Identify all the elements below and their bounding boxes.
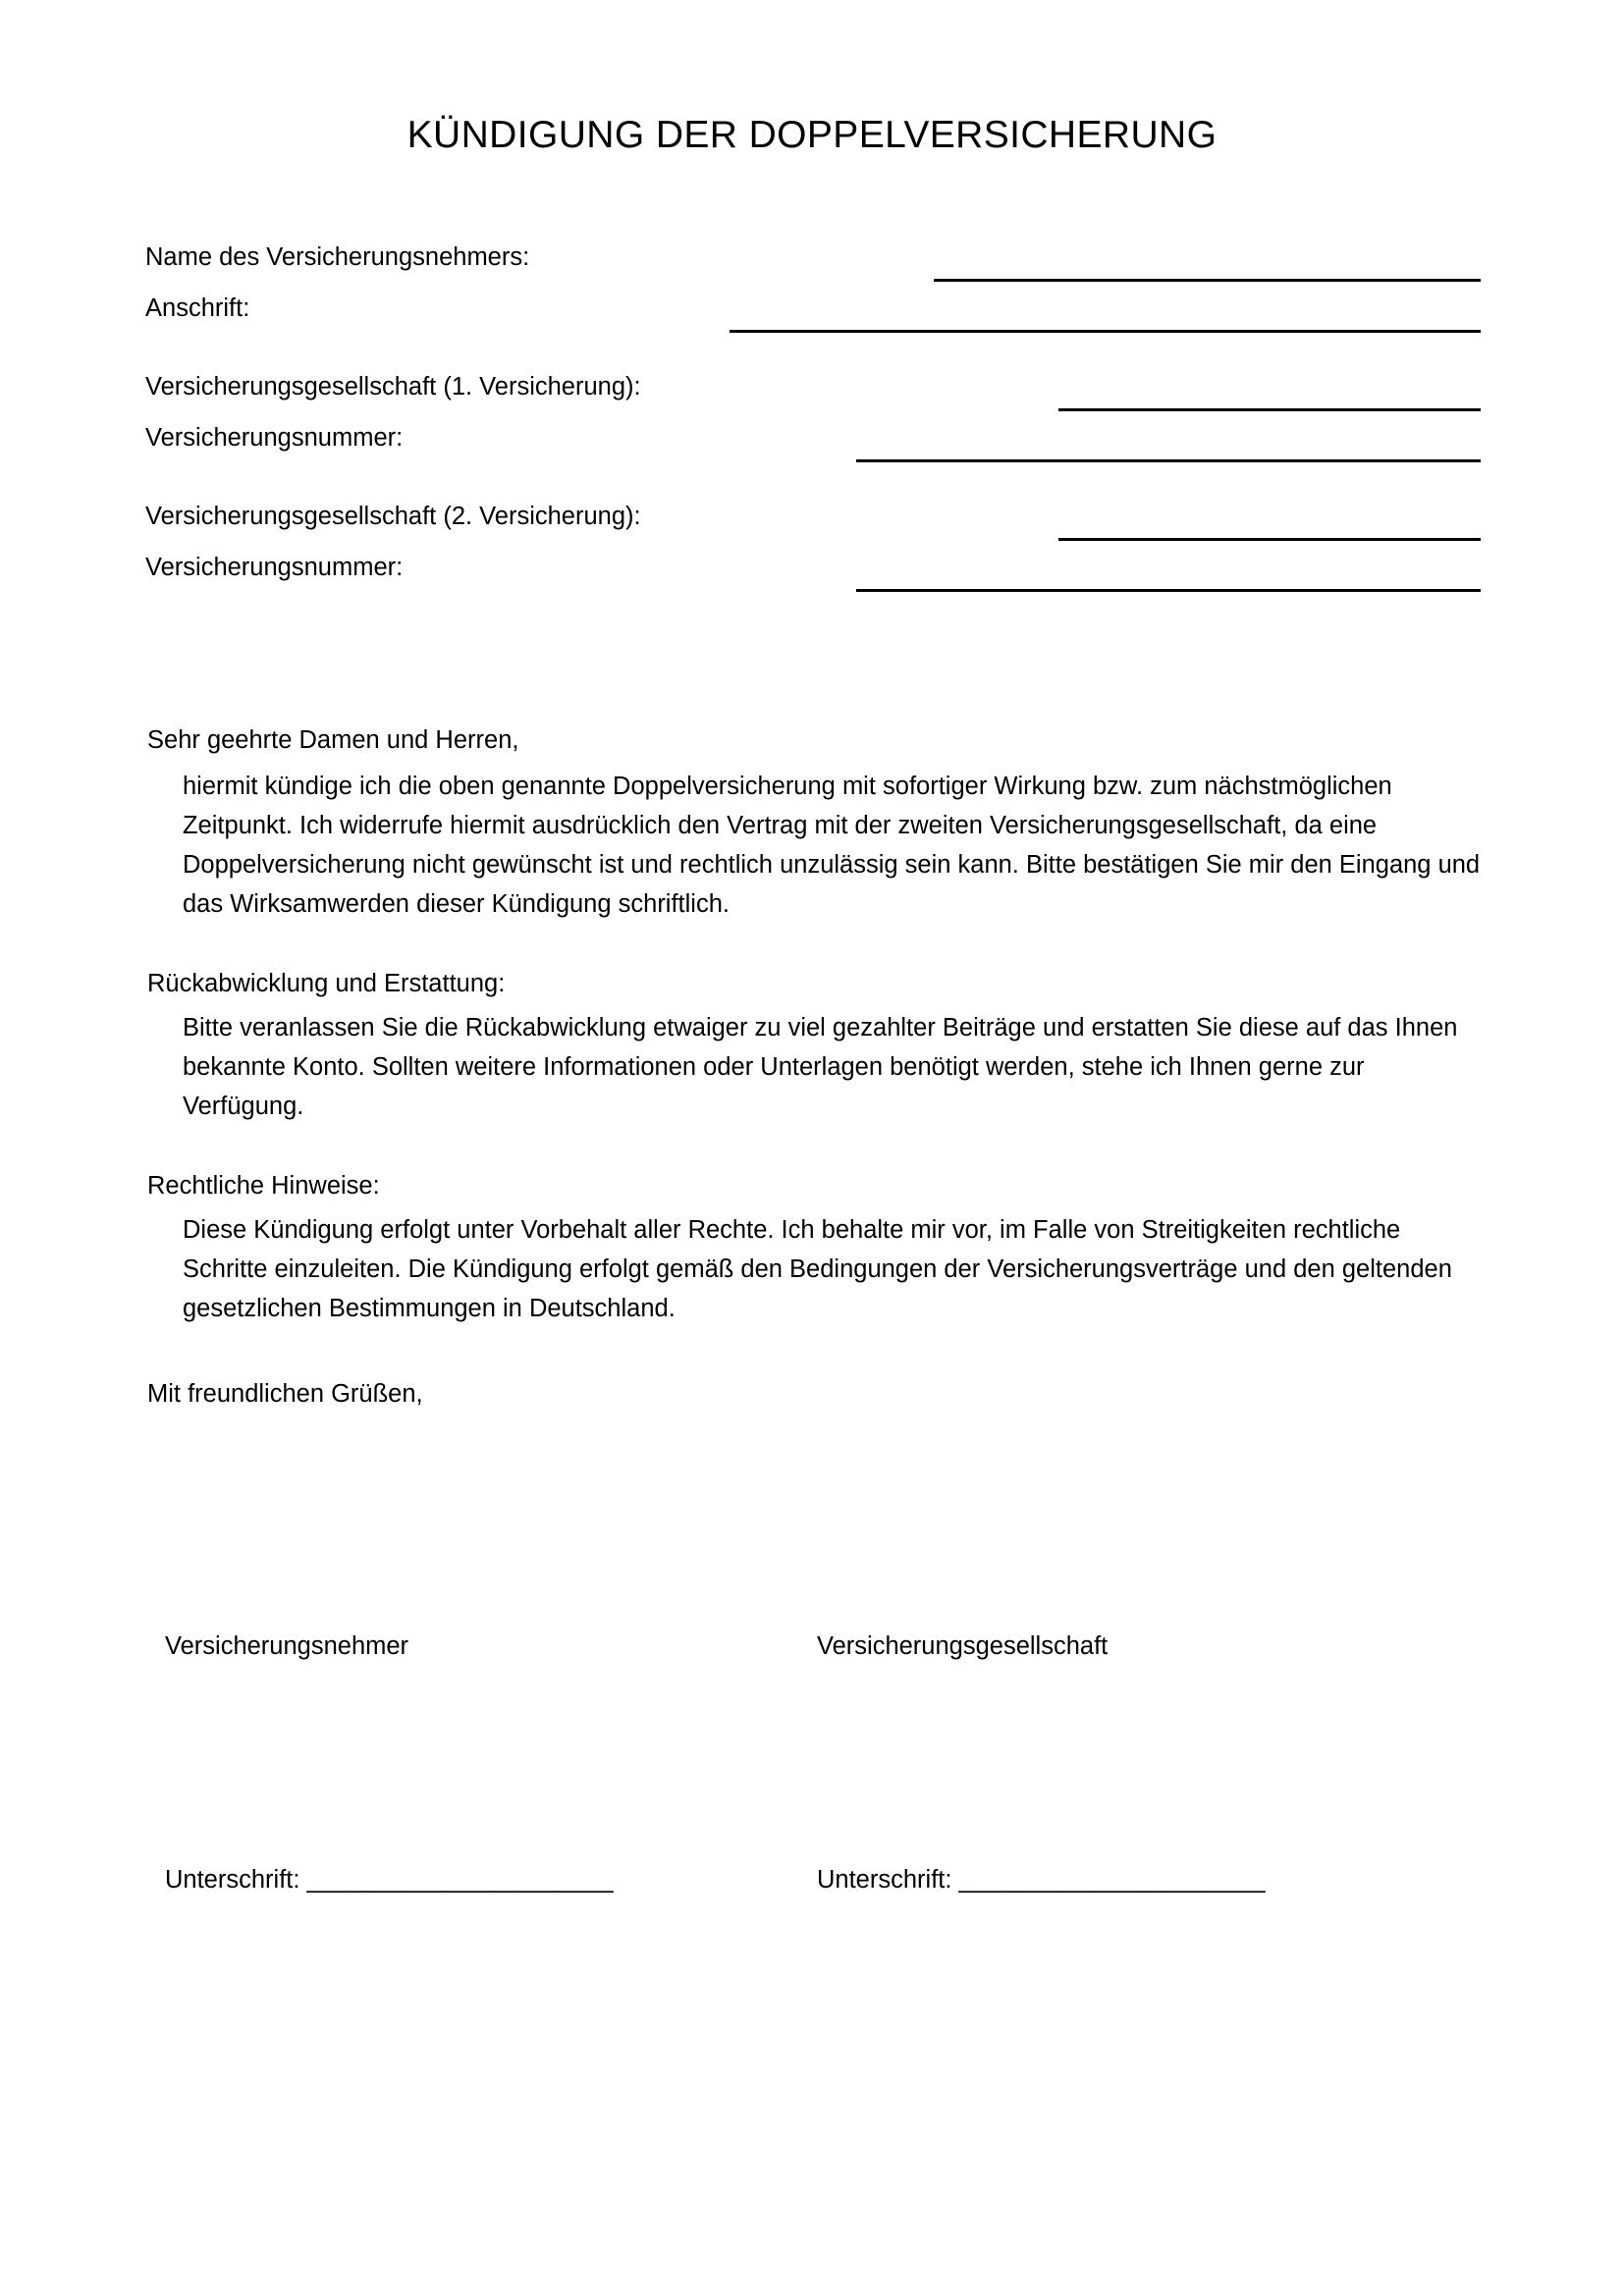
signature-label-insurer: Unterschrift: bbox=[817, 1866, 952, 1894]
field-label-address: Anschrift: bbox=[145, 294, 250, 322]
signature-rule-policyholder[interactable]: ______________________ bbox=[306, 1866, 614, 1894]
field-label-policy-number-2: Versicherungsnummer: bbox=[145, 554, 404, 581]
field-row-policy-number-2 bbox=[145, 551, 1481, 602]
section-body-legal: Diese Kündigung erfolgt unter Vorbehalt aller Rechte. Ich behalte mir vor, im Falle von Streitigkeiten rechtliche Schritte einzuleiten. Die Kündigung erfolgt gemäß den Bedingungen der Versicherungsverträge und den geltenden gesetzlichen Bestimmungen in Deutschland. bbox=[183, 1216, 1452, 1322]
form-gap-2 bbox=[145, 472, 1481, 500]
field-row-policy-number-1 bbox=[145, 421, 1481, 472]
section-heading-refund: Rückabwicklung und Erstattung: bbox=[147, 970, 506, 997]
intro-paragraph: hiermit kündige ich die oben genannte Doppelversicherung mit sofortiger Wirkung bzw. zum nächstmöglichen Zeitpunkt. Ich widerrufe hiermit ausdrücklich den Vertrag mit der zweiten Versicherungsgesellschaft, da eine Doppelversicherung nicht gewünscht ist und rechtlich unzulässig sein kann. Bitte bestätigen Sie mir den Eingang und das Wirksamwerden dieser Kündigung schriftlich. bbox=[183, 773, 1481, 918]
field-rule-insurer-1[interactable] bbox=[1058, 408, 1481, 411]
field-label-insurer-2: Versicherungsgesellschaft (2. Versicherung): bbox=[145, 503, 641, 530]
field-row-address bbox=[145, 292, 1481, 343]
signature-block-policyholder bbox=[165, 1863, 614, 1896]
field-row-insurer-2 bbox=[145, 500, 1481, 551]
field-label-name: Name des Versicherungsnehmers: bbox=[145, 243, 530, 271]
signature-rule-insurer[interactable]: ______________________ bbox=[958, 1866, 1266, 1894]
field-label-policy-number-1: Versicherungsnummer: bbox=[145, 424, 404, 452]
field-rule-policy-number-1[interactable] bbox=[856, 459, 1481, 462]
field-row-insurer-1 bbox=[145, 370, 1481, 421]
page-title: KÜNDIGUNG DER DOPPELVERSICHERUNG bbox=[406, 114, 1218, 156]
field-rule-address[interactable] bbox=[730, 330, 1481, 333]
signature-label-policyholder: Unterschrift: bbox=[165, 1866, 300, 1894]
field-row-name bbox=[145, 240, 1481, 292]
field-rule-policy-number-2[interactable] bbox=[856, 589, 1481, 592]
form-gap-1 bbox=[145, 343, 1481, 370]
signature-block-insurer bbox=[817, 1863, 1266, 1896]
signature-party-insurer: Versicherungsgesellschaft bbox=[817, 1632, 1109, 1660]
field-label-insurer-1: Versicherungsgesellschaft (1. Versicherung): bbox=[145, 373, 641, 400]
form-fields-block bbox=[145, 240, 1481, 602]
field-rule-name[interactable] bbox=[934, 279, 1481, 282]
letter-body bbox=[147, 721, 1483, 1413]
section-heading-legal: Rechtliche Hinweise: bbox=[147, 1172, 380, 1200]
field-rule-insurer-2[interactable] bbox=[1058, 538, 1481, 541]
closing-greeting: Mit freundlichen Grüßen, bbox=[147, 1380, 423, 1408]
salutation: Sehr geehrte Damen und Herren, bbox=[147, 726, 519, 754]
signature-party-policyholder: Versicherungsnehmer bbox=[165, 1632, 409, 1660]
section-body-refund: Bitte veranlassen Sie die Rückabwicklung etwaiger zu viel gezahlter Beiträge und erstatten Sie diese auf das Ihnen bekannte Konto. Sollten weitere Informationen oder Unterlagen benötigt werden, stehe ich Ihnen gerne zur Verfügung. bbox=[183, 1014, 1458, 1120]
